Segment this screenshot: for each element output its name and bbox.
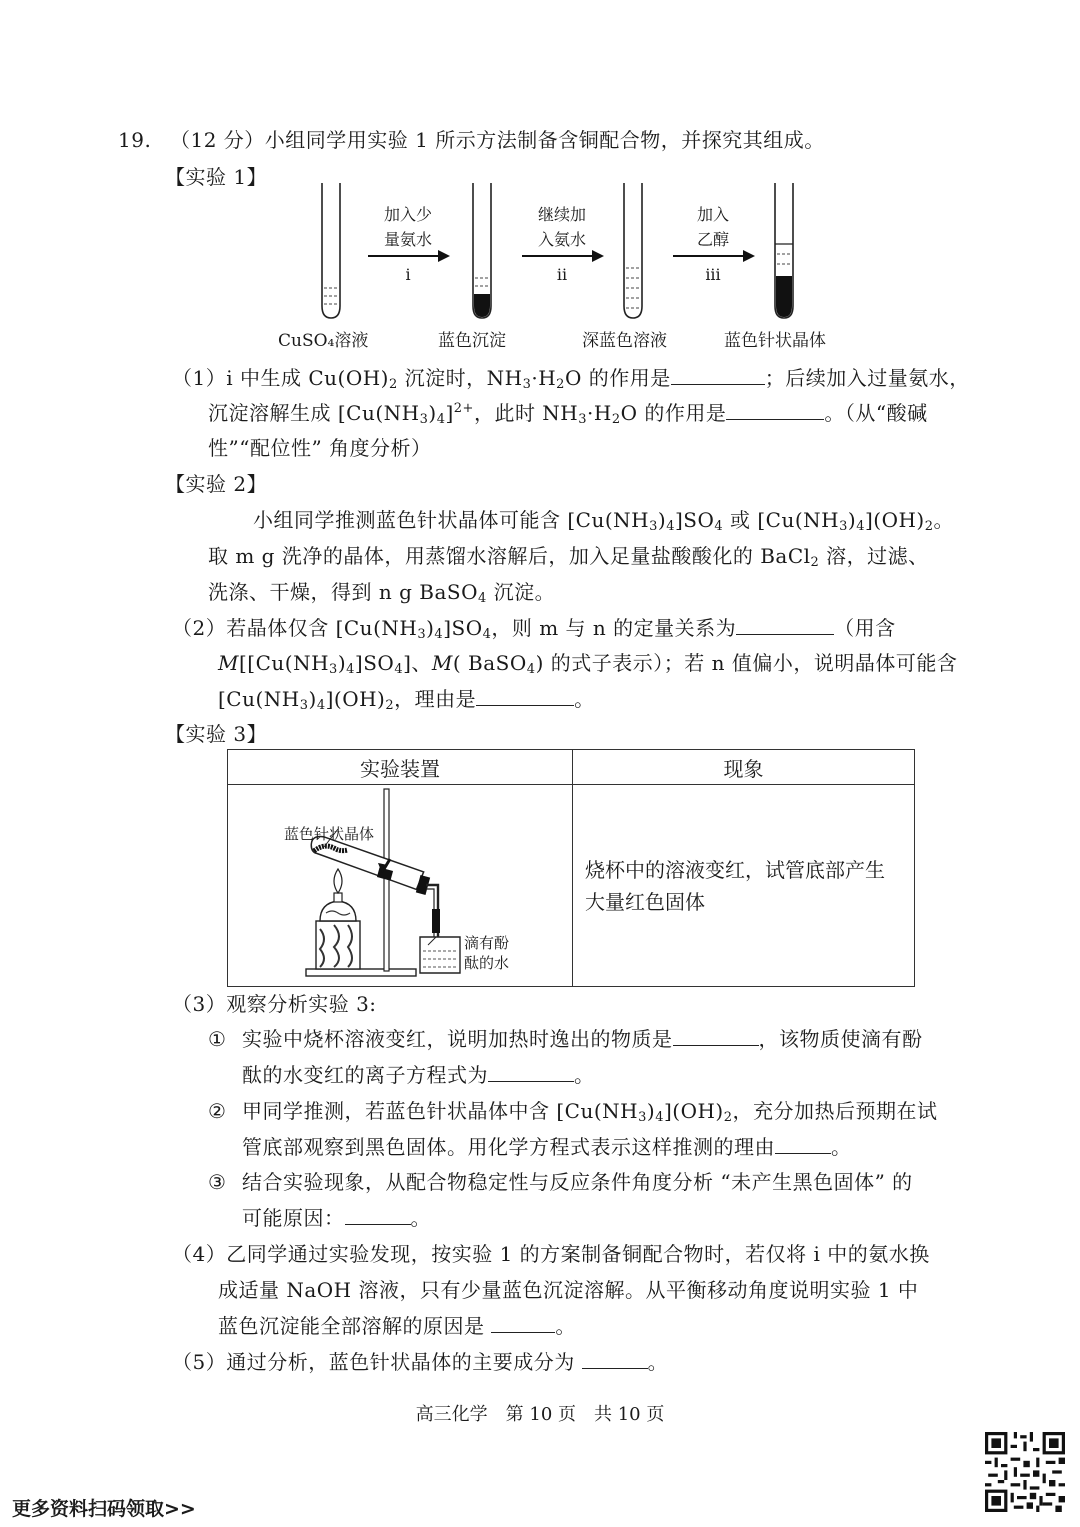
page-footer: 高三化学 第 10 页 共 10 页 xyxy=(415,1404,665,1425)
exp3-heading: 【实验 3】 xyxy=(165,722,268,746)
tube-label-solution: 深蓝色溶液 xyxy=(582,331,667,351)
q1-blank-2[interactable] xyxy=(726,401,824,420)
tube-label-cuso4: CuSO₄溶液 xyxy=(278,331,369,351)
step-iii-roman: iii xyxy=(705,265,721,284)
stand-base xyxy=(306,969,416,976)
exp2-para-line3: 洗涤、干燥，得到 n g BaSO$_4$ 沉淀。 xyxy=(208,580,556,606)
tube-label-crystal: 蓝色针状晶体 xyxy=(724,331,826,351)
exp2-heading: 【实验 2】 xyxy=(165,472,268,496)
exp1-diagram xyxy=(270,178,890,353)
q3-item3-mark: ③ xyxy=(208,1170,227,1194)
tube-label-precipitate: 蓝色沉淀 xyxy=(438,331,506,351)
qr-code-icon[interactable] xyxy=(985,1432,1065,1512)
alcohol-lamp xyxy=(316,869,360,969)
q2-line1: （2）若晶体仅含 $[Cu(NH_3)_4]SO_4$，则 m 与 n 的定量关系为 （用含 xyxy=(172,616,896,642)
q3-item2-line1: 甲同学推测，若蓝色针状晶体中含 $[Cu(NH_3)_4](OH)_2$，充分加热后预期在试 xyxy=(242,1099,938,1125)
beaker xyxy=(420,937,460,973)
q4-line3: 蓝色沉淀能全部溶解的原因是 。 xyxy=(218,1314,576,1338)
q3-blank-3[interactable] xyxy=(775,1135,831,1154)
exp2-para-line1: 小组同学推测蓝色针状晶体可能含 $[Cu(NH_3)_4]SO_4$ 或 $[Cu(NH_3)_4](OH)_2$。 xyxy=(253,508,955,534)
question-number: 19. xyxy=(118,128,152,152)
test-tube-deep-blue-solution xyxy=(624,183,642,318)
water-label: 滴有酚 酞的水 xyxy=(464,934,510,972)
step-i-label: 加入少 量氨水 xyxy=(383,205,432,249)
q1-line1: （1）i 中生成 $Cu(OH)_2$ 沉淀时，$NH_3\cdot H_2O$ 的作用是 ；后续加入过量氨水， xyxy=(172,366,970,392)
q4-blank[interactable] xyxy=(491,1314,555,1333)
exp3-col-phenomenon: 现象 xyxy=(573,750,915,785)
q3-item3-line2: 可能原因： 。 xyxy=(242,1206,431,1230)
q3-item1-line1: 实验中烧杯溶液变红，说明加热时逸出的物质是 ，该物质使滴有酚 xyxy=(242,1027,923,1051)
test-tube-blue-precipitate xyxy=(473,183,491,318)
q2-line3: $[Cu(NH_3)_4](OH)_2$，理由是 。 xyxy=(218,687,595,713)
q3-blank-1[interactable] xyxy=(673,1027,759,1046)
q1-blank-1[interactable] xyxy=(671,366,765,385)
step-iii-label: 加入 乙醇 xyxy=(696,205,729,249)
q3-item1-mark: ① xyxy=(208,1027,227,1051)
q3-blank-4[interactable] xyxy=(345,1206,411,1225)
q5-line: （5）通过分析，蓝色针状晶体的主要成分为 。 xyxy=(172,1350,669,1374)
q3-item2-mark: ② xyxy=(208,1099,227,1123)
more-resources-link[interactable]: 更多资料扫码领取>> xyxy=(12,1498,196,1520)
step-i-roman: i xyxy=(405,265,411,284)
question-header: （12 分）小组同学用实验 1 所示方法制备含铜配合物，并探究其组成。 xyxy=(170,128,825,152)
q4-line2: 成适量 NaOH 溶液，只有少量蓝色沉淀溶解。从平衡移动角度说明实验 1 中 xyxy=(218,1278,919,1302)
exp3-apparatus-cell xyxy=(228,785,573,987)
q3-intro: （3）观察分析实验 3: xyxy=(172,992,377,1016)
q5-blank[interactable] xyxy=(582,1350,648,1369)
exp3-table xyxy=(227,749,915,987)
q3-item2-line2: 管底部观察到黑色固体。用化学方程式表示这样推测的理由 。 xyxy=(242,1135,852,1159)
q2-line2: $M[[Cu(NH_3)_4]SO_4]$、M( BaSO$_4$) 的式子表示）；若 n 值偏小，说明晶体可能含 xyxy=(218,651,958,677)
q1-line2: 沉淀溶解生成 $[Cu(NH_3)_4]^{2+}$，此时 $NH_3\cdot H_2O$ 的作用是 。（从“酸碱 xyxy=(208,401,928,427)
crystal-label: 蓝色针状晶体 xyxy=(284,825,375,843)
step-ii-roman: ii xyxy=(556,265,568,284)
q4-line1: （4）乙同学通过实验发现，按实验 1 的方案制备铜配合物时，若仅将 i 中的氨水换 xyxy=(172,1242,930,1266)
q2-blank-2[interactable] xyxy=(476,687,574,706)
q3-item3-line1: 结合实验现象，从配合物稳定性与反应条件角度分析 “未产生黑色固体” 的 xyxy=(242,1170,913,1194)
exp3-phenomenon-cell: 烧杯中的溶液变红，试管底部产生 大量红色固体 xyxy=(573,785,915,987)
exp3-col-apparatus: 实验装置 xyxy=(228,750,573,785)
step-ii-label: 继续加 入氨水 xyxy=(537,205,586,249)
q3-item1-line2: 酞的水变红的离子方程式为 。 xyxy=(242,1063,595,1087)
test-tube-blue-crystals xyxy=(775,183,793,318)
exp2-para-line2: 取 m g 洗净的晶体，用蒸馏水溶解后，加入足量盐酸酸化的 BaCl$_2$ 溶，过滤、 xyxy=(208,544,929,570)
test-tube-cuso4 xyxy=(322,183,340,318)
q3-blank-2[interactable] xyxy=(488,1063,574,1082)
heating-apparatus-svg xyxy=(228,785,570,981)
tilted-test-tube xyxy=(309,836,430,895)
exp1-heading: 【实验 1】 xyxy=(165,165,268,189)
q2-blank-1[interactable] xyxy=(736,616,834,635)
q1-line3: 性”“配位性” 角度分析） xyxy=(208,436,432,460)
